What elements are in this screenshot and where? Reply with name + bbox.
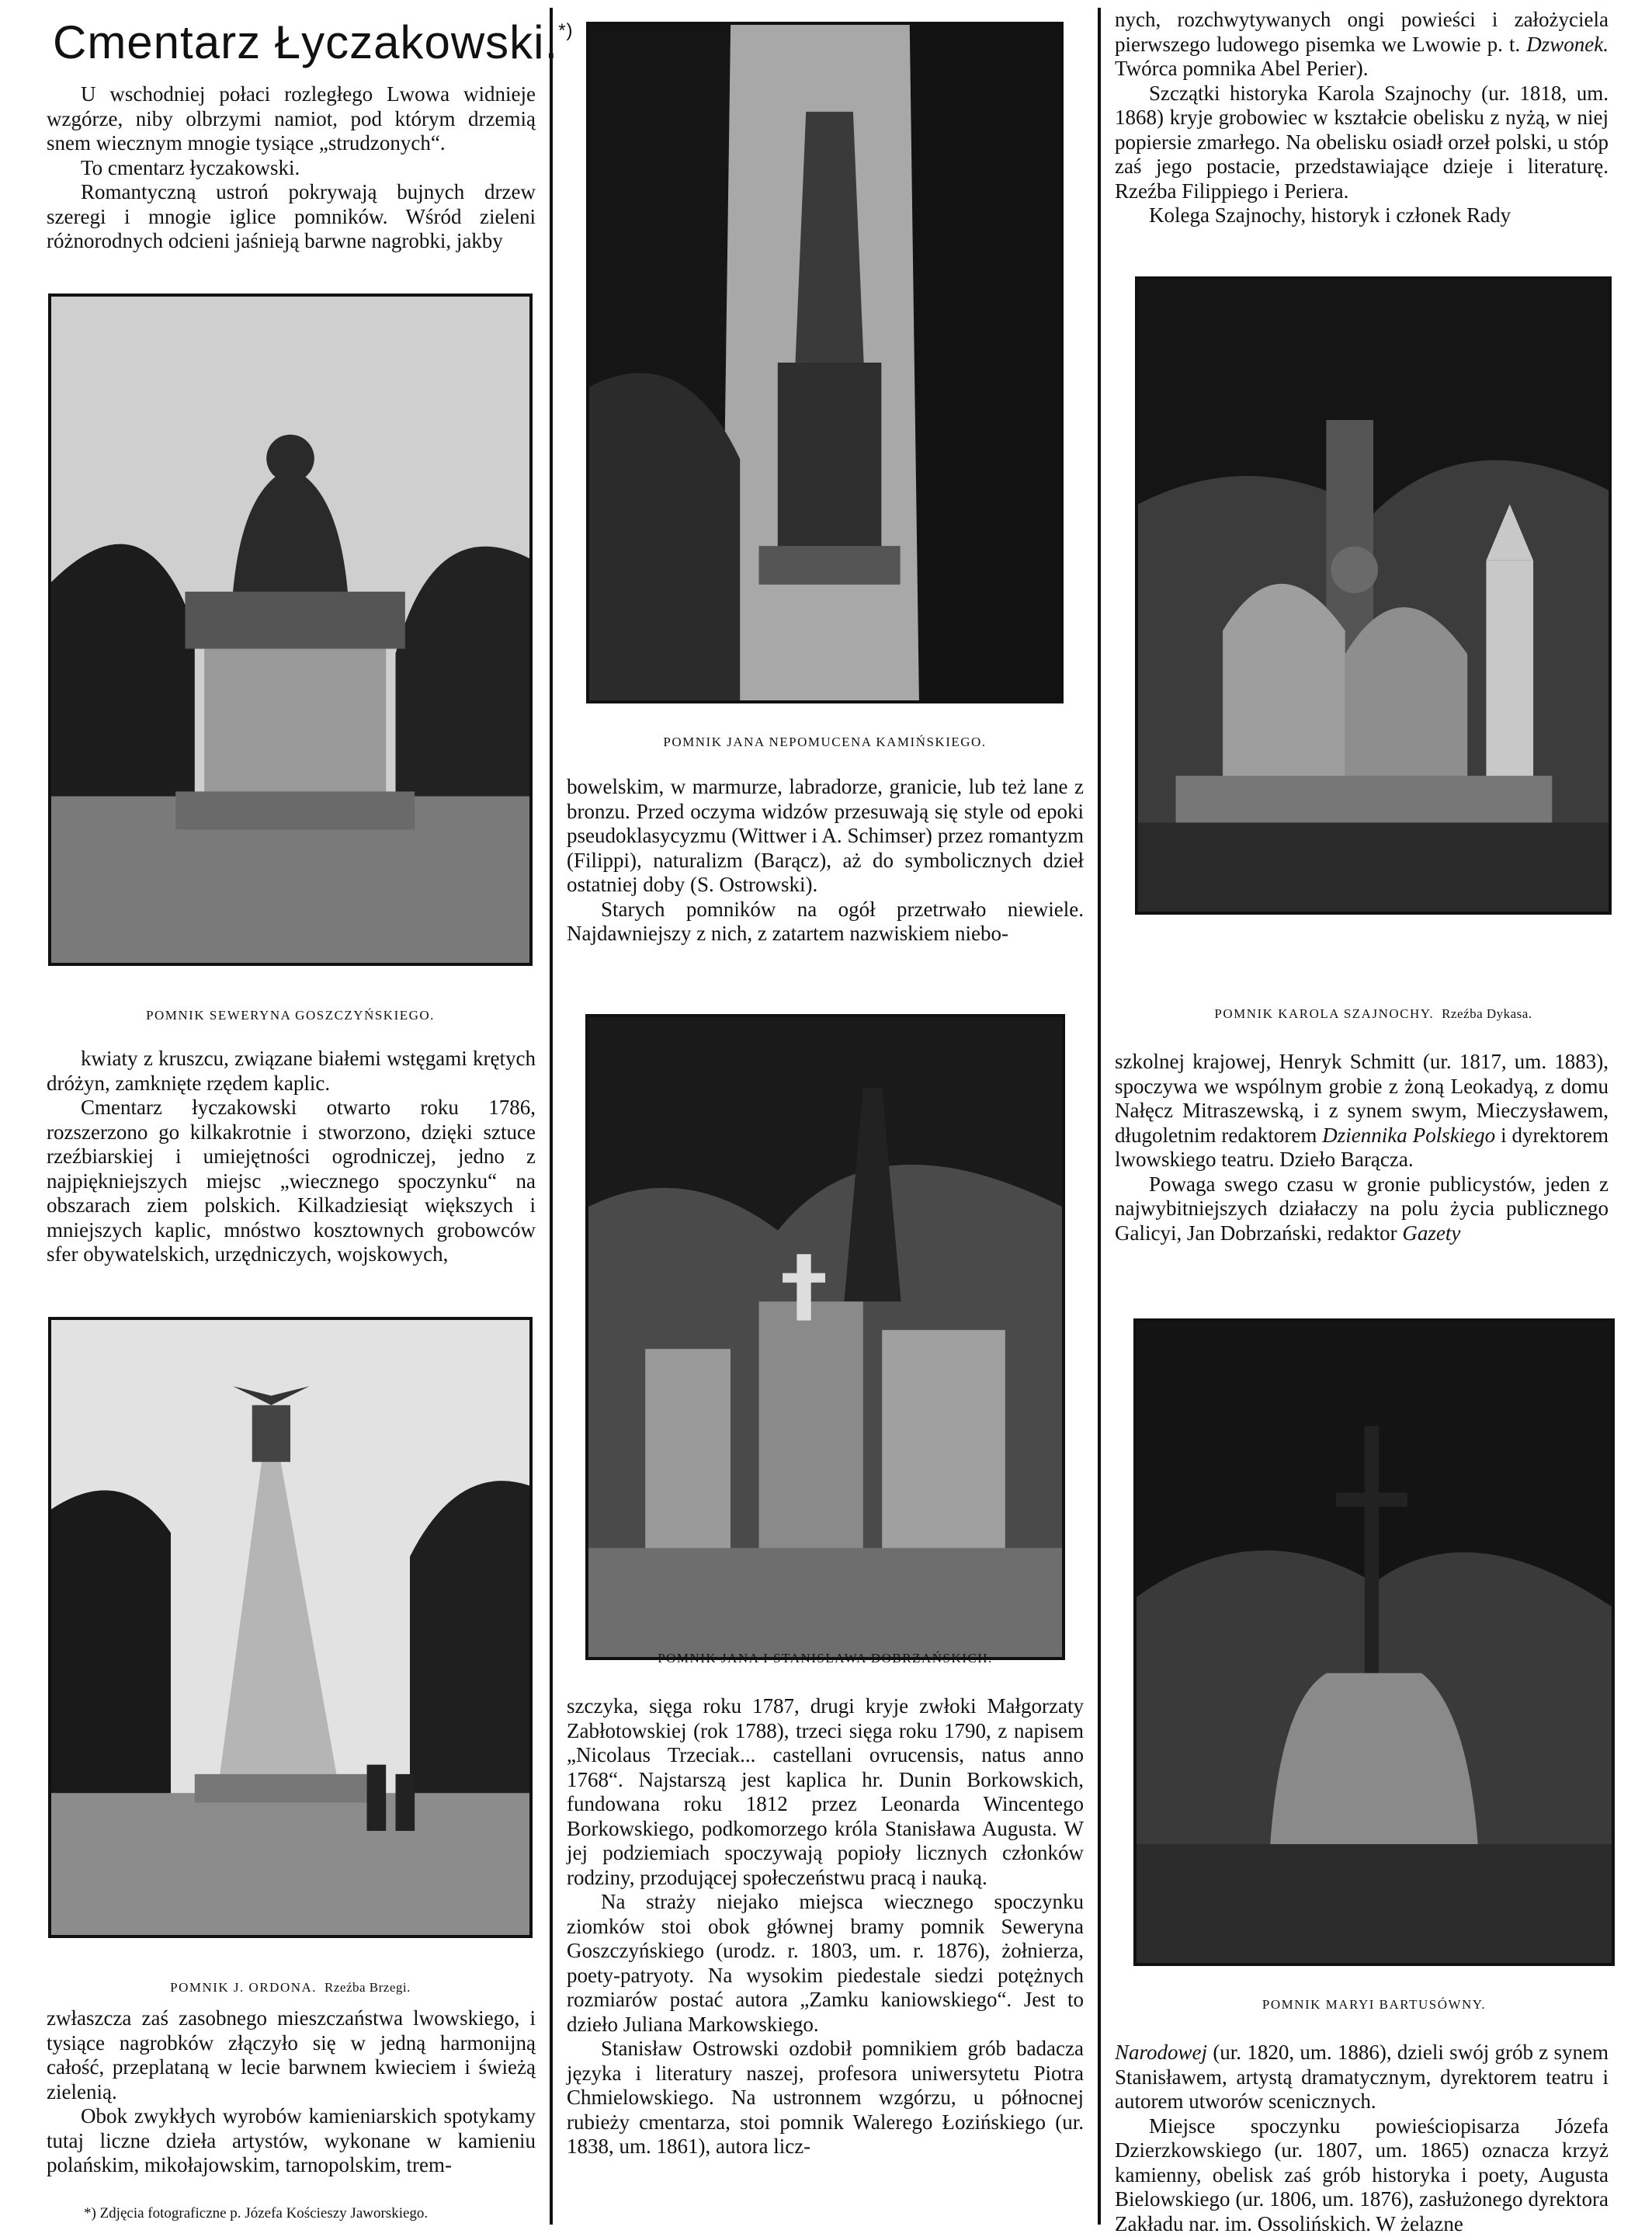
monument-illustration xyxy=(51,1320,529,1935)
col2-text-top xyxy=(567,775,1084,947)
text-run: i dyrektorem lwowskiego teatru. Dzieło Barącza. xyxy=(1115,1123,1609,1171)
monument-illustration xyxy=(1138,280,1609,912)
paragraph: bowelskim, w marmurze, labradorze, granicie, lub też lane z bronzu. Przed oczyma widzów przesuwają się style od epoki pseudoklasycyzmu (Wittwer i A. Schimser) przez romantyzm (Filippi), naturalizm (Barącz), aż do symbolicznych dzieł ostatniej doby (S. Ostrowski). xyxy=(567,775,1084,896)
text-run: Twórca pomnika Abel Perier). xyxy=(1115,57,1369,80)
paragraph: Starych pomników na ogół przetrwało niewiele. Najdawniejszy z nich, z zatartem nazwiskiem niebo- xyxy=(567,897,1084,945)
paragraph xyxy=(1115,2041,1609,2114)
col3-text-top xyxy=(1115,8,1609,228)
paragraph: U wschodniej połaci rozległego Lwowa widnieje wzgórze, niby olbrzymi namiot, pod którym drzemią snem wiecznym mnogie tysiące „strudzonych“. xyxy=(47,82,536,155)
text-run: nych, rozchwytywanych ongi powieści i założyciela pierwszego ludowego pisemka we Lwowie p. t. xyxy=(1115,8,1609,56)
monument-illustration xyxy=(588,1017,1062,1657)
italic-title-gazeta: Gazety xyxy=(1402,1221,1461,1245)
col3-text-bottom xyxy=(1115,2041,1609,2236)
photo-szajnocha-monument xyxy=(1135,276,1612,915)
article-title-text: Cmentarz Łyczakowski. xyxy=(53,16,559,68)
paragraph: Na straży niejako miejsca wiecznego spoczynku ziomków stoi obok głównej bramy pomnik Seweryna Goszczyńskiego (urodz. r. 1803, um. r. 1876), żołnierza, poety-patryoty. Na wysokim piedestale siedzi potężnych rozmiarów postać autora „Zamku kaniowskiego“. Jest to dzieło Juliana Markowskiego. xyxy=(567,1890,1084,2036)
caption-szajnocha xyxy=(1135,1006,1612,1022)
column-rule-1 xyxy=(550,8,553,2225)
paragraph: To cmentarz łyczakowski. xyxy=(81,155,300,179)
text-run: Powaga swego czasu w gronie publicystów, jeden z najwybitniejszych działaczy na polu życia publicznego Galicyi, Jan Dobrzański, redaktor xyxy=(1115,1172,1609,1245)
caption-bartus: POMNIK MARYI BARTUSÓWNY. xyxy=(1262,1997,1487,2012)
photo-goszczynski-monument xyxy=(48,294,533,966)
text-run: szkolnej krajowej, Henryk Schmitt (ur. 1817, um. 1883), spoczywa we wspólnym grobie z żoną Leokadyą, z domu Nałęcz Mitraszewską, i z synem swym, Mieczysławem, długoletnim redaktorem xyxy=(1115,1050,1609,1147)
caption-szajnocha-title: POMNIK KAROLA SZAJNOCHY. xyxy=(1214,1006,1435,1021)
caption-dobrzanski: POMNIK JANA I STANISŁAWA DOBRZAŃSKICH. xyxy=(658,1651,993,1666)
caption-kaminski: POMNIK JANA NEPOMUCENA KAMIŃSKIEGO. xyxy=(663,735,987,749)
paragraph: kwiaty z kruszcu, związane białemi wstęgami krętych dróżyn, zamknięte rzędem kaplic. xyxy=(47,1047,536,1095)
title-footnote-mark: *) xyxy=(558,20,574,41)
photo-bartus-monument xyxy=(1133,1318,1615,1966)
text-run: (ur. 1820, um. 1886), dzieli swój grób z synem Stanisławem, artystą dramatycznym, dyrektorem teatru i autorem utworów scenicznych. xyxy=(1115,2041,1609,2113)
paragraph xyxy=(1115,1050,1609,1172)
col2-text-bottom xyxy=(567,1694,1084,2159)
photo-ordon-monument xyxy=(48,1317,533,1938)
paragraph: zwłaszcza zaś zasobnego mieszczaństwa lwowskiego, i tysiące nagrobków złączyło się w jedną harmonijną całość, przeplataną w lecie barwnem kwieciem i świeżą zielenią. xyxy=(47,2006,536,2103)
col3-text-middle xyxy=(1115,1050,1609,1245)
caption-ordon-sculptor: Rzeźba Brzegi. xyxy=(324,1980,411,1995)
paragraph: Stanisław Ostrowski ozdobił pomnikiem grób badacza języka i literatury naszej, profesora uniwersytetu Piotra Chmielowskiego. Na ustronnem wzgórzu, u północnej rubieży cmentarza, stoi pomnik Walerego Łozińskiego (ur. 1838, um. 1861), autora licz- xyxy=(567,2037,1084,2158)
italic-title-dzwonek: Dzwonek. xyxy=(1526,32,1609,56)
col1-text-middle xyxy=(47,1047,536,1267)
monument-illustration xyxy=(1137,1322,1612,1963)
paragraph: szczyka, sięga roku 1787, drugi kryje zwłoki Małgorzaty Zabłotowskiej (rok 1788), trzeci sięga roku 1790, z napisem „Nicolaus Trzeciak... castellani ovrucensis, natus anno 1768“. Najstarszą jest kaplica hr. Dunin Borkowskich, fundowana roku 1812 przez Leonarda Wincentego Borkowskiego, podkomorzego króla Stanisława Augusta. W jej podziemiach spoczywają popioły licznych członków rodziny, przodującej społeczeństwu pracą i nauką. xyxy=(567,1694,1084,1889)
italic-title-narodowa: Narodowej xyxy=(1115,2041,1208,2064)
article-title xyxy=(53,16,574,69)
paragraph xyxy=(1115,1172,1609,1246)
col1-text-bottom xyxy=(47,2006,536,2178)
col1-text-top xyxy=(47,82,536,254)
footnote: *) Zdjęcia fotograficzne p. Józefa Kościeszy Jaworskiego. xyxy=(84,2205,429,2221)
paragraph: Obok zwykłych wyrobów kamieniarskich spotykamy tutaj liczne dzieła artystów, wykonane w kamieniu polańskim, mikołajowskim, tarnopolskim, trem- xyxy=(47,2104,536,2176)
monument-illustration xyxy=(589,25,1060,700)
paragraph: Miejsce spoczynku powieściopisarza Józefa Dzierzkowskiego (ur. 1807, um. 1865) oznacza krzyż kamienny, obelisk zaś grób historyka i poety, Augusta Bielowskiego (ur. 1806, um. 1876), zasłużonego dyrektora Zakładu nar. im. Ossolińskich. W żelazne xyxy=(1115,2114,1609,2235)
column-rule-2 xyxy=(1098,8,1101,2225)
paragraph xyxy=(1115,8,1609,82)
photo-kaminski-monument xyxy=(586,22,1064,703)
caption-szajnocha-sculptor: Rzeźba Dykasa. xyxy=(1442,1006,1532,1021)
paragraph: Cmentarz łyczakowski otwarto roku 1786, rozszerzono go kilkakrotnie i stworzono, dzięki sztuce rzeźbiarskiej i umiejętności ogrodniczej, jedno z najpiękniejszych miejsc „wiecznego spoczynku“ na obszarach ziem polskich. Kilkadziesiąt większych i mniejszych kaplic, mnóstwo kosztownych grobowców sfer obywatelskich, urzędniczych, wojskowych, xyxy=(47,1096,536,1266)
paragraph: Szczątki historyka Karola Szajnochy (ur. 1818, um. 1868) kryje grobowiec w kształcie obelisku z nyżą, w niej popiersie zmarłego. Na obelisku osiadł orzeł polski, u stóp zaś jego postacie, przedstawiające dzieje i literaturę. Rzeźba Filippiego i Periera. xyxy=(1115,81,1609,203)
caption-ordon-title: POMNIK J. ORDONA. xyxy=(170,1980,318,1995)
caption-goszczynski: POMNIK SEWERYNA GOSZCZYŃSKIEGO. xyxy=(146,1008,435,1023)
photo-dobrzanski-monument xyxy=(585,1014,1065,1660)
caption-ordon xyxy=(48,1980,533,1996)
paragraph: Romantyczną ustroń pokrywają bujnych drzew szeregi i mnogie iglice pomników. Wśród zieleni różnorodnych odcieni jaśnieją barwne nagrobki, jakby xyxy=(47,180,536,252)
monument-illustration xyxy=(51,297,529,963)
italic-title-dziennik: Dziennika Polskiego xyxy=(1322,1123,1496,1147)
paragraph: Kolega Szajnochy, historyk i członek Rady xyxy=(1149,203,1511,227)
